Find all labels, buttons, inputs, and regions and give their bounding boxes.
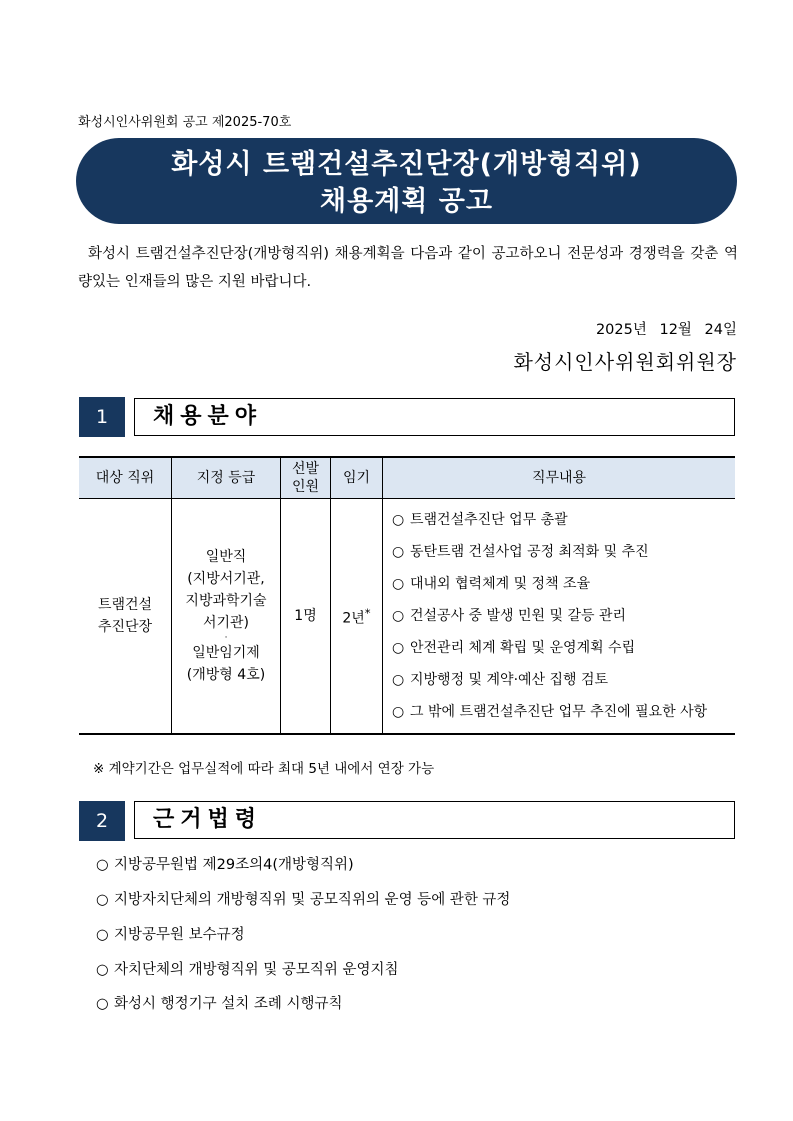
- header-grade: 지정 등급: [172, 457, 281, 499]
- title-banner: [76, 138, 737, 224]
- recruit-table: [79, 456, 735, 735]
- cell-grade: [172, 499, 281, 735]
- duty-text: 건설공사 중 발생 민원 및 갈등 관리: [410, 608, 627, 624]
- law-text: 화성시 행정기구 설치 조례 시행규칙: [114, 996, 343, 1012]
- duty-text: 지방행정 및 계약·예산 집행 검토: [410, 672, 609, 688]
- circle-bullet-icon: ○: [392, 608, 405, 624]
- list-item: [392, 632, 735, 664]
- grade-separator-dot: ·: [224, 633, 228, 643]
- grade-line: (개방형 4호): [186, 667, 266, 683]
- list-item: [392, 536, 735, 568]
- grade-line: 일반직: [205, 549, 247, 565]
- notice-number: 화성시인사위원회 공고 제2025-70호: [78, 115, 292, 130]
- section-2-number: 2: [79, 801, 125, 841]
- law-text: 지방자치단체의 개방형직위 및 공모직위의 운영 등에 관한 규정: [114, 892, 511, 908]
- header-selection-line1: 선발: [291, 461, 320, 477]
- header-selection-line2: 인원: [291, 479, 320, 495]
- list-item: [96, 923, 245, 944]
- issuer: 화성시인사위원회위원장: [513, 350, 737, 374]
- position-line-1: 트램건설: [97, 597, 153, 613]
- term-mark: *: [364, 606, 371, 621]
- table-row: [79, 499, 735, 735]
- circle-bullet-icon: ○: [96, 892, 109, 908]
- list-item: [392, 600, 735, 632]
- section-1-number: 1: [79, 397, 125, 437]
- list-item: [96, 992, 343, 1013]
- header-selection: [281, 457, 331, 499]
- grade-line: 서기관): [202, 615, 250, 631]
- intro-paragraph: 화성시 트램건설추진단장(개방형직위) 채용계획을 다음과 같이 공고하오니 전문성과 경쟁력을 갖춘 역량있는 인재들의 많은 지원 바랍니다.: [78, 246, 738, 290]
- circle-bullet-icon: ○: [392, 512, 405, 528]
- grade-line: 지방과학기술: [185, 593, 267, 609]
- header-duties: 직무내용: [383, 457, 736, 499]
- list-item: [392, 664, 735, 696]
- circle-bullet-icon: ○: [96, 996, 109, 1012]
- title-line-2: 채용계획 공고: [320, 186, 493, 217]
- law-text: 지방공무원법 제29조의4(개방형직위): [114, 857, 354, 873]
- duty-text: 대내외 협력체계 및 정책 조율: [410, 576, 591, 592]
- circle-bullet-icon: ○: [392, 544, 405, 560]
- header-position: 대상 직위: [79, 457, 172, 499]
- header-term: 임기: [331, 457, 383, 499]
- duty-text: 동탄트램 건설사업 공정 최적화 및 추진: [410, 544, 649, 560]
- title-line-1: 화성시 트램건설추진단장(개방형직위): [171, 149, 642, 180]
- term-value: 2년: [342, 610, 365, 627]
- circle-bullet-icon: ○: [96, 927, 109, 943]
- duty-text: 트램건설추진단 업무 총괄: [410, 512, 568, 528]
- grade-line: (지방서기관,: [187, 571, 265, 587]
- duty-text: 그 밖에 트램건설추진단 업무 추진에 필요한 사항: [410, 704, 708, 720]
- list-item: [96, 888, 510, 909]
- circle-bullet-icon: ○: [392, 704, 405, 720]
- circle-bullet-icon: ○: [96, 857, 109, 873]
- list-item: [392, 696, 735, 728]
- list-item: [96, 958, 399, 979]
- table-header-row: [79, 457, 735, 499]
- circle-bullet-icon: ○: [392, 640, 405, 656]
- duty-text: 안전관리 체계 확립 및 운영계획 수립: [410, 640, 636, 656]
- position-line-2: 추진단장: [97, 619, 153, 635]
- circle-bullet-icon: ○: [392, 576, 405, 592]
- law-text: 지방공무원 보수규정: [114, 927, 245, 943]
- cell-duties: [383, 499, 736, 735]
- cell-position: [79, 499, 172, 735]
- cell-term: [331, 499, 383, 735]
- circle-bullet-icon: ○: [96, 962, 109, 978]
- list-item: [392, 504, 735, 536]
- section-2-title: 근거법령: [134, 801, 735, 839]
- footnote: ※ 계약기간은 업무실적에 따라 최대 5년 내에서 연장 가능: [93, 761, 435, 777]
- section-1-title: 채용분야: [134, 398, 735, 436]
- list-item: [96, 853, 354, 874]
- grade-line: 일반임기제: [192, 645, 260, 661]
- law-text: 자치단체의 개방형직위 및 공모직위 운영지침: [114, 962, 399, 978]
- cell-count: 1명: [281, 499, 331, 735]
- list-item: [392, 568, 735, 600]
- notice-date: 2025년 12월 24일: [595, 322, 737, 338]
- circle-bullet-icon: ○: [392, 672, 405, 688]
